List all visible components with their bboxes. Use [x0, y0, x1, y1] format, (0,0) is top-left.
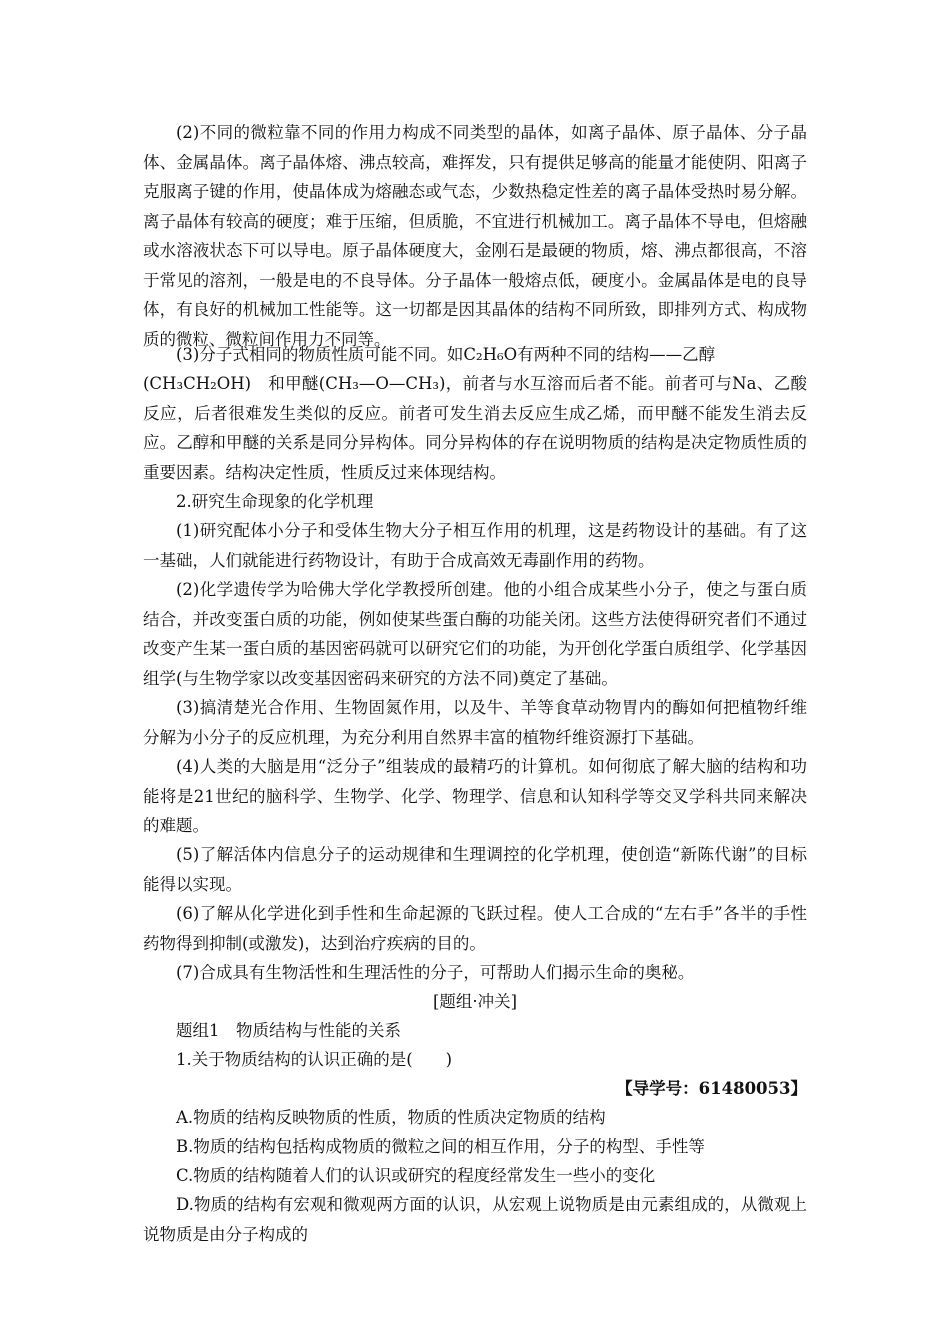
- heading-life-chemistry: 2.研究生命现象的化学机理: [176, 492, 374, 511]
- paragraph-text: (5)了解活体内信息分子的运动规律和生理调控的化学机理，使创造“新陈代谢”的目标能得以实现。: [143, 845, 807, 894]
- paragraph-text: (2)不同的微粒靠不同的作用力构成不同类型的晶体，如离子晶体、原子晶体、分子晶体、金属晶体。离子晶体熔、沸点较高，难挥发，只有提供足够高的能量才能使阴、阳离子克服离子键的作用，使晶体成为熔融态或气态，少数热稳定性差的离子晶体受热时易分解。离子晶体有较高的硬度；难于压缩，但质脆，不宜进行机械加工。离子晶体不导电，但熔融或水溶液状态下可以导电。原子晶体硬度大，金刚石是最硬的物质，熔、沸点都很高，不溶于常见的溶剂，一般是电的不良导体。分子晶体一般熔点低，硬度小。金属晶体是电的良导体，有良好的机械加工性能等。这一切都是因其晶体的结构不同所致，即排列方式、构成物质的微粒、微粒间作用力不同等。: [143, 123, 807, 349]
- option-d-text: D.物质的结构有宏观和微观两方面的认识，从宏观上说物质是由元素组成的，从微观上说物质是由分子构成的: [143, 1195, 807, 1244]
- paragraph-chirality: [143, 899, 807, 958]
- paragraph-text: (2)化学遗传学为哈佛大学化学教授所创建。他的小组合成某些小分子，使之与蛋白质结合，并改变蛋白质的功能，例如使某些蛋白酶的功能关闭。这些方法使得研究者们不通过改变产生某一蛋白质的基因密码就可以研究它们的功能，为开创化学蛋白质组学、化学基因组学(与生物学家以改变基因密码来研究的方法不同)奠定了基础。: [143, 580, 807, 688]
- paragraph-photosynthesis: [143, 693, 807, 752]
- paragraph-brain: [143, 752, 807, 841]
- paragraph-crystal-types: [143, 118, 807, 354]
- paragraph-text: (CH₃CH₂OH) 和甲醚(CH₃—O—CH₃)，前者与水互溶而后者不能。前者可与Na、乙酸反应，后者很难发生类似的反应。前者可发生消去反应生成乙烯，而甲醚不能发生消去反应。乙醇和甲醚的关系是同分异构体。同分异构体的存在说明物质的结构是决定物质性质的重要因素。结构决定性质，性质反过来体现结构。: [143, 374, 807, 482]
- paragraph-chemical-genetics: [143, 575, 807, 693]
- section-header: [题组·冲关]: [432, 992, 518, 1011]
- group-title: 题组1 物质结构与性能的关系: [176, 1021, 401, 1040]
- paragraph-drug-design: [143, 516, 807, 575]
- paragraph-isomer-intro: (3)分子式相同的物质性质可能不同。如C₂H₆O有两种不同的结构——乙醇: [176, 345, 716, 364]
- option-c: C.物质的结构随着人们的认识或研究的程度经常发生一些小的变化: [176, 1166, 656, 1185]
- option-d: [143, 1190, 807, 1249]
- paragraph-bioactive: (7)合成具有生物活性和生理活性的分子，可帮助人们揭示生命的奥秘。: [176, 963, 695, 982]
- question-stem: 1.关于物质结构的认识正确的是( ): [176, 1050, 453, 1069]
- paragraph-metabolism: [143, 840, 807, 899]
- paragraph-text: (3)搞清楚光合作用、生物固氮作用，以及牛、羊等食草动物胃内的酶如何把植物纤维分解为小分子的反应机理，为充分利用自然界丰富的植物纤维资源打下基础。: [143, 698, 807, 747]
- paragraph-ethanol-ether: [143, 369, 807, 487]
- paragraph-text: (1)研究配体小分子和受体生物大分子相互作用的机理，这是药物设计的基础。有了这一基础，人们就能进行药物设计，有助于合成高效无毒副作用的药物。: [143, 521, 807, 570]
- option-b: B.物质的结构包括构成物质的微粒之间的相互作用，分子的构型、手性等: [176, 1137, 705, 1156]
- guide-number: 【导学号：61480053】: [616, 1079, 807, 1098]
- option-a: A.物质的结构反映物质的性质，物质的性质决定物质的结构: [176, 1108, 606, 1127]
- paragraph-text: (4)人类的大脑是用“泛分子”组装成的最精巧的计算机。如何彻底了解大脑的结构和功能将是21世纪的脑科学、生物学、化学、物理学、信息和认知科学等交叉学科共同来解决的难题。: [143, 757, 807, 835]
- paragraph-text: (6)了解从化学进化到手性和生命起源的飞跃过程。使人工合成的“左右手”各半的手性药物得到抑制(或激发)，达到治疗疾病的目的。: [143, 904, 807, 953]
